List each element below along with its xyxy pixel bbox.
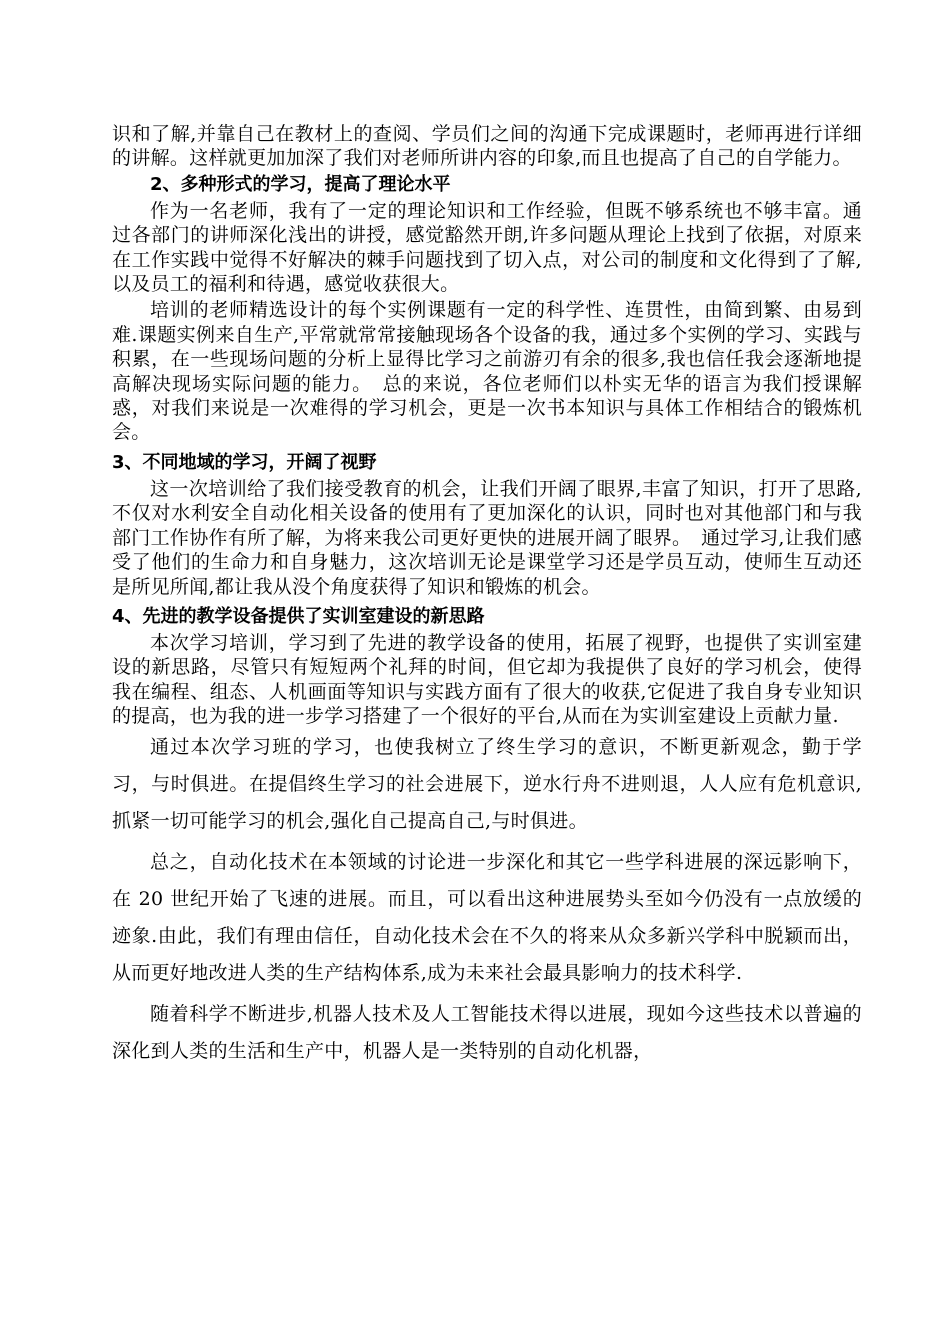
paragraph-6: 总之，自动化技术在本领域的讨论进一步深化和其它一些学科进展的深远影响下，在 20 世纪开始了飞速的进展。而且，可以看出这种进展势头至如今仍没有一点放缓的迹象.由此，我们有理由信任，自动化技术会在不久的将来从众多新兴学科中脱颖而出，从而更好地改进人类的生产结构体系,成为未来社会最具影响力的技术科学. <box>112 850 862 984</box>
paragraph-3: 这一次培训给了我们接受教育的机会，让我们开阔了眼界,丰富了知识，打开了思路,不仅对水利安全自动化相关设备的使用有了更加深化的认识，同时也对其他部门和与我部门工作协作有所了解，为将来我公司更好更快的进展开阔了眼界。 通过学习,让我们感受了他们的生命力和自身魅力，这次培训无论是课堂学习还是学员互动，使师生互动还是所见所闻,都让我从没个角度获得了知识和锻炼的机会。 <box>112 477 862 598</box>
paragraph-intro: 识和了解,并靠自己在教材上的查阅、学员们之间的沟通下完成课题时，老师再进行详细的讲解。这样就更加加深了我们对老师所讲内容的印象,而且也提高了自己的自学能力。 <box>112 123 862 170</box>
paragraph-4: 本次学习培训，学习到了先进的教学设备的使用，拓展了视野，也提供了实训室建设的新思路，尽管只有短短两个礼拜的时间，但它却为我提供了良好的学习机会，使得我在编程、组态、人机画面等知识与实践方面有了很大的收获,它促进了我自身专业知识的提高，也为我的进一步学习搭建了一个很好的平台,从而在为实训室建设上贡献力量. <box>112 631 862 728</box>
paragraph-5: 通过本次学习班的学习，也使我树立了终生学习的意识，不断更新观念，勤于学习，与时俱进。在提倡终生学习的社会进展下，逆水行舟不进则退，人人应有危机意识,抓紧一切可能学习的机会,强化自己提高自己,与时俱进。 <box>112 735 862 832</box>
section-heading-3: 3、不同地域的学习，开阔了视野 <box>112 451 377 473</box>
document-body <box>112 122 862 1070</box>
section-heading-2: 2、多种形式的学习，提高了理论水平 <box>150 173 451 195</box>
section-heading-4: 4、先进的教学设备提供了实训室建设的新思路 <box>112 605 485 627</box>
paragraph-2a: 作为一名老师，我有了一定的理论知识和工作经验，但既不够系统也不够丰富。通过各部门的讲师深化浅出的讲授，感觉豁然开朗,许多问题从理论上找到了依据，对原来在工作实践中觉得不好解决的棘手问题找到了切入点，对公司的制度和文化得到了了解,以及员工的福利和待遇，感觉收获很大。 <box>112 199 862 296</box>
paragraph-7: 随着科学不断进步,机器人技术及人工智能技术得以进展，现如今这些技术以普遍的深化到人类的生活和生产中，机器人是一类特别的自动化机器， <box>112 1002 862 1062</box>
paragraph-2b: 培训的老师精选设计的每个实例课题有一定的科学性、连贯性，由简到繁、由易到难.课题实例来自生产,平常就常常接触现场各个设备的我，通过多个实例的学习、实践与积累，在一些现场问题的分析上显得比学习之前游刃有余的很多,我也信任我会逐渐地提高解决现场实际问题的能力。 总的来说，各位老师们以朴实无华的语言为我们授课解惑，对我们来说是一次难得的学习机会，更是一次书本知识与具体工作相结合的锻炼机会。 <box>112 299 862 444</box>
